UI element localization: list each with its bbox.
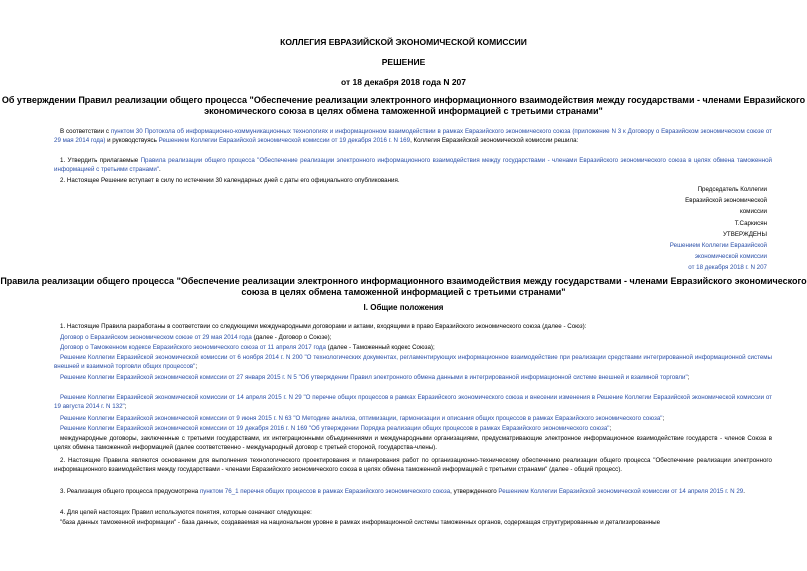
p3-decision-link[interactable]: Решением Коллегии Евразийской экономической комиссии от 14 апреля 2015 г. N 29 <box>498 488 744 495</box>
p3-list-link[interactable]: пунктом 76_1 перечня общих процессов в рамках Евразийского экономического союза <box>199 488 451 495</box>
ref-link[interactable]: Договор о Евразийском экономическом союзе от 29 мая 2014 года <box>60 334 252 341</box>
item-1: 1. Утвердить прилагаемые Правила реализации общего процесса "Обеспечение реализации электронного информационного взаимодействия между государствами - членами Евразийского экономического союза в целях обмена таможенной информацией с третьими странами". <box>54 157 773 174</box>
preamble-paragraph: В соответствии с пунктом 30 Протокола об информационно-коммуникационных технологиях и информационном взаимодействии в рамках Евразийского экономического союза (приложение N 3 к Договору о Евразийском экономическом союзе от 29 мая 2014 года) и руководствуясь Решением Коллегии Евразийской экономической комиссии от 19 декабря 2016 г. N 169, Коллегия Евразийской экономической комиссии решила: <box>54 128 772 145</box>
rules-title: Правила реализации общего процесса "Обеспечение реализации электронного информационного взаимодействия между государствами - членами Евразийского экономического союза в целях обмена таможенной информацией с третьими странами" <box>0 276 807 297</box>
preamble-link-protocol[interactable]: пунктом 30 Протокола об информационно-коммуникационных технологиях и информационном взаимодействии в рамках Евразийского экономического союза (приложение N 3 к Договору о Евразийском экономическом союзе от 29 мая 2014 года) <box>54 128 772 145</box>
ref-item: Решение Коллегии Евразийской экономической комиссии от 19 декабря 2016 г. N 169 "Об утверждении Порядка реализации общих процессов в рамках Евразийского экономического союза"; <box>60 425 612 432</box>
decision-title: Об утверждении Правил реализации общего процесса "Обеспечение реализации электронного информационного взаимодействия между государствами - членами Евразийского экономического союза в целях обмена таможенной информацией с третьими странами" <box>1 95 806 116</box>
approval-line[interactable]: экономической комиссии <box>694 253 767 261</box>
ref-item: Договор о Евразийском экономическом союзе от 29 мая 2014 года (далее - Договор о Союзе); <box>60 334 332 341</box>
ref-link[interactable]: Решение Коллегии Евразийской экономической комиссии от 9 июня 2015 г. N 63 "О Методике анализа, оптимизации, гармонизации и описания общих процессов в рамках Евразийского экономического союза" <box>60 415 663 422</box>
signature-line: Т.Саркисян <box>734 219 767 227</box>
paragraph-5: "база данных таможенной информации" - база данных, создаваемая на национальном уровне в рамках информационной системы таможенных органов, содержащая структурированные и детализированные <box>60 519 661 526</box>
preamble-link-decision-169[interactable]: Решением Коллегии Евразийской экономической комиссии от 19 декабря 2016 г. N 169 <box>158 137 411 145</box>
paragraph-2: 2. Настоящие Правила являются основанием для выполнения технологического проектирования и планирования работ по организационно-техническому обеспечению реализации общего процесса "Обеспечение реализации электронного информационного взаимодействия между государствами - членами Евразийского экономического союза в целях обмена таможенной информацией с третьими странами" (далее - общий процесс). <box>54 457 772 474</box>
paragraph-4: 4. Для целей настоящих Правил используются понятия, которые означают следующее: <box>60 509 312 516</box>
paragraph-3: 3. Реализация общего процесса предусмотрена пунктом 76_1 перечня общих процессов в рамках Евразийского экономического союза, утвержденного Решением Коллегии Евразийской экономической комиссии от 14 апреля 2015 г. N 29. <box>60 488 745 495</box>
ref-link[interactable]: Решение Коллегии Евразийской экономической комиссии от 19 декабря 2016 г. N 169 "Об утверждении Порядка реализации общих процессов в рамках Евразийского экономического союза" <box>60 425 610 432</box>
approval-line[interactable]: от 18 декабря 2018 г. N 207 <box>688 264 767 272</box>
ref-item: Решение Коллегии Евразийской экономической комиссии от 9 июня 2015 г. N 63 "О Методике анализа, оптимизации, гармонизации и описания общих процессов в рамках Евразийского экономического союза"; <box>60 415 665 422</box>
ref-link[interactable]: Решение Коллегии Евразийской экономической комиссии от 14 апреля 2015 г. N 29 "О перечне общих процессов в рамках Евразийского экономического союза и внесении изменения в Решение Коллегии Евразийской экономической комиссии от 19 августа 2014 г. N 132" <box>54 394 772 411</box>
ref-item: международные договоры, заключенные с третьими государствами, их интеграционными объединениями и международными организациями, предусматривающие электронное информационное взаимодействие государств - членов Союза в целях обмена таможенной информацией (далее соответственно - международный договор с третьей стороной, государства-члены). <box>54 435 772 452</box>
signature-line: Председатель Коллегии <box>697 186 767 193</box>
ref-item: Решение Коллегии Евразийской экономической комиссии от 27 января 2015 г. N 5 "Об утверждении Правил электронного обмена данными в интегрированной информационной системе внешней и взаимной торговли"; <box>60 374 690 381</box>
doc-date-number: от 18 декабря 2018 года N 207 <box>340 77 467 87</box>
signature-line: комиссии <box>739 208 767 216</box>
item-2: 2. Настоящее Решение вступает в силу по истечении 30 календарных дней с даты его официального опубликования. <box>60 177 400 184</box>
signature-block <box>607 184 767 274</box>
approval-line: УТВЕРЖДЕНЫ <box>723 230 767 238</box>
ref-link[interactable]: Договор о Таможенном кодексе Евразийского экономического союза от 11 апреля 2017 года <box>60 344 326 351</box>
ref-item: Договор о Таможенном кодексе Евразийского экономического союза от 11 апреля 2017 года (далее - Таможенный кодекс Союза); <box>60 344 435 351</box>
ref-item: Решение Коллегии Евразийской экономической комиссии от 14 апреля 2015 г. N 29 "О перечне общих процессов в рамках Евразийского экономического союза и внесении изменения в Решение Коллегии Евразийской экономической комиссии от 19 августа 2014 г. N 132"; <box>54 394 772 411</box>
doc-type: РЕШЕНИЕ <box>381 57 426 67</box>
org-heading: КОЛЛЕГИЯ ЕВРАЗИЙСКОЙ ЭКОНОМИЧЕСКОЙ КОМИССИИ <box>280 37 527 47</box>
paragraph-1: 1. Настоящие Правила разработаны в соответствии со следующими международными договорами и актами, входящими в право Евразийского экономического союза (далее - Союз): <box>60 323 587 330</box>
signature-line: Евразийской экономической <box>685 197 767 205</box>
item-1-rules-link[interactable]: Правила реализации общего процесса "Обеспечение реализации электронного информационного взаимодействия между государствами - членами Евразийского экономического союза в целях обмена таможенной информацией с третьими странами" <box>54 157 773 174</box>
ref-link[interactable]: Решение Коллегии Евразийской экономической комиссии от 27 января 2015 г. N 5 "Об утверждении Правил электронного обмена данными в интегрированной информационной системе внешней и взаимной торговли" <box>60 374 688 381</box>
section-heading: I. Общие положения <box>363 303 444 312</box>
ref-link[interactable]: Решение Коллегии Евразийской экономической комиссии от 6 ноября 2014 г. N 200 "О технологических документах, регламентирующих информационное взаимодействие при реализации средствами интегрированной информационной системы внешней и взаимной торговли общих процессов" <box>54 354 772 371</box>
approval-line[interactable]: Решением Коллегии Евразийской <box>669 242 767 250</box>
ref-item: Решение Коллегии Евразийской экономической комиссии от 6 ноября 2014 г. N 200 "О технологических документах, регламентирующих информационное взаимодействие при реализации средствами интегрированной информационной системы внешней и взаимной торговли общих процессов"; <box>54 354 772 371</box>
